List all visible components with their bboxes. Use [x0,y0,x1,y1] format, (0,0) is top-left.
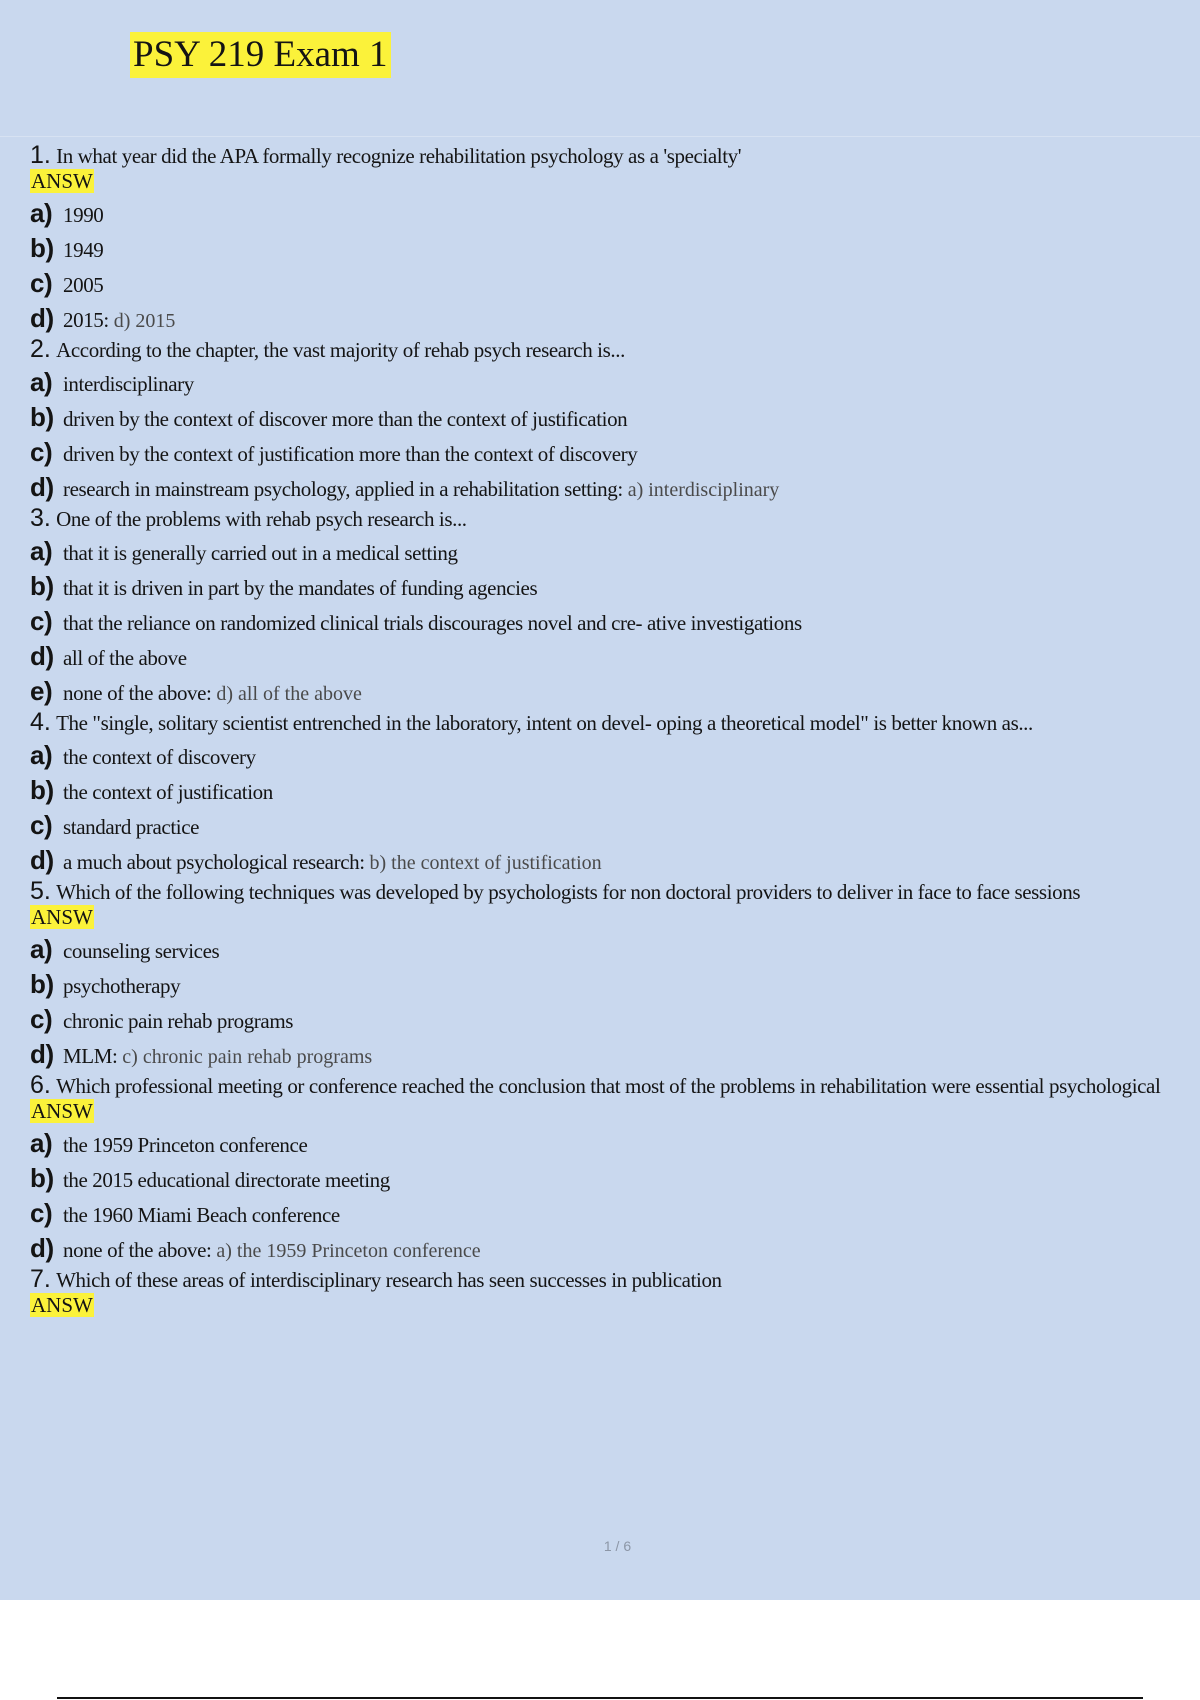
answ-label: ANSW [31,1099,93,1123]
option-label: c) [30,1198,53,1228]
option-label: b) [30,775,54,805]
option-text: research in mainstream psychology, applied in a rehabilitation setting: [63,477,623,501]
option-d [30,1232,1180,1267]
answer-text: c) chronic pain rehab programs [122,1046,373,1068]
option-text: that it is driven in part by the mandates of funding agencies [63,576,538,600]
option-b [30,570,1180,605]
option-a [30,739,1180,774]
question-number: 4. [30,708,51,736]
question-6 [30,1073,1180,1124]
option-b [30,1162,1180,1197]
question-text: According to the chapter, the vast majority of rehab psych research is... [56,338,625,362]
option-text: the context of justification [63,780,273,804]
question-4 [30,710,1180,736]
option-label: d) [30,1039,54,1069]
option-label: a) [30,934,53,964]
option-b [30,232,1180,267]
option-d [30,1038,1180,1073]
question-text: In what year did the APA formally recognize rehabilitation psychology as a 'specialty' [56,144,742,168]
option-a [30,1127,1180,1162]
question-5 [30,879,1180,930]
answ-label: ANSW [31,905,93,929]
option-a [30,366,1180,401]
question-text: The "single, solitary scientist entrenched in the laboratory, intent on devel- oping a theoretical model" is better known as... [56,711,1033,735]
question-text: Which professional meeting or conference reached the conclusion that most of the problems in rehabilitation were essential psychological [56,1074,1161,1098]
option-text: chronic pain rehab programs [63,1009,294,1033]
question-number: 3. [30,504,51,532]
answer-text: b) the context of justification [369,852,602,874]
question-number: 6. [30,1071,51,1099]
option-text: the 1959 Princeton conference [63,1133,308,1157]
option-text: 1990 [63,203,104,227]
option-d [30,640,1180,675]
option-b [30,774,1180,809]
option-text: 2005 [63,273,104,297]
question-number: 5. [30,877,51,905]
page-indicator: 1 / 6 [603,1538,632,1554]
option-d [30,302,1180,337]
option-d [30,844,1180,879]
option-label: d) [30,1233,54,1263]
question-text: Which of the following techniques was developed by psychologists for non doctoral providers to deliver in face to face sessions [56,880,1081,904]
question-text: One of the problems with rehab psych research is... [56,507,467,531]
header-divider [0,136,1200,137]
option-b [30,968,1180,1003]
option-text: the 2015 educational directorate meeting [63,1168,390,1192]
option-label: b) [30,1163,54,1193]
answ-label: ANSW [31,1293,93,1317]
option-label: c) [30,437,53,467]
document-title: PSY 219 Exam 1 [130,32,391,78]
option-text: MLM: [63,1044,118,1068]
footer-rule [57,1697,1143,1699]
option-label: c) [30,1004,53,1034]
option-text: all of the above [63,646,187,670]
question-number: 1. [30,141,51,169]
option-label: d) [30,303,54,333]
option-label: c) [30,810,53,840]
option-label: d) [30,472,54,502]
option-label: a) [30,198,53,228]
question-2 [30,337,1180,363]
option-label: e) [30,676,53,706]
option-text: the context of discovery [63,745,256,769]
option-label: a) [30,536,53,566]
option-b [30,401,1180,436]
option-text: that it is generally carried out in a medical setting [63,541,458,565]
question-list [30,143,1180,1321]
answ-label: ANSW [31,169,93,193]
option-c [30,267,1180,302]
option-label: b) [30,969,54,999]
option-text: that the reliance on randomized clinical trials discourages novel and cre- ative investigations [63,611,802,635]
option-c [30,809,1180,844]
option-text: driven by the context of justification more than the context of discovery [63,442,638,466]
question-7 [30,1267,1180,1318]
option-text: 1949 [63,238,104,262]
answer-text: a) interdisciplinary [627,479,780,501]
option-a [30,535,1180,570]
option-a [30,933,1180,968]
option-label: a) [30,1128,53,1158]
option-text: interdisciplinary [63,372,194,396]
option-e [30,675,1180,710]
question-number: 2. [30,335,51,363]
option-text: 2015: [63,308,109,332]
option-c [30,436,1180,471]
option-c [30,1003,1180,1038]
option-label: b) [30,571,54,601]
answer-text: a) the 1959 Princeton conference [216,1240,481,1262]
option-c [30,1197,1180,1232]
option-label: d) [30,845,54,875]
option-label: a) [30,740,53,770]
question-text: Which of these areas of interdisciplinary research has seen successes in publication [56,1268,722,1292]
option-d [30,471,1180,506]
option-text: driven by the context of discover more than the context of justification [63,407,628,431]
option-c [30,605,1180,640]
option-text: standard practice [63,815,200,839]
option-text: counseling services [63,939,220,963]
option-label: b) [30,402,54,432]
answer-text: d) 2015 [113,310,176,332]
option-text: the 1960 Miami Beach conference [63,1203,340,1227]
option-text: none of the above: [63,681,212,705]
option-text: a much about psychological research: [63,850,365,874]
option-label: d) [30,641,54,671]
option-text: none of the above: [63,1238,212,1262]
option-text: psychotherapy [63,974,181,998]
answer-text: d) all of the above [216,683,362,705]
option-label: c) [30,268,53,298]
question-number: 7. [30,1265,51,1293]
option-a [30,197,1180,232]
question-1 [30,143,1180,194]
question-3 [30,506,1180,532]
option-label: a) [30,367,53,397]
option-label: b) [30,233,54,263]
option-label: c) [30,606,53,636]
